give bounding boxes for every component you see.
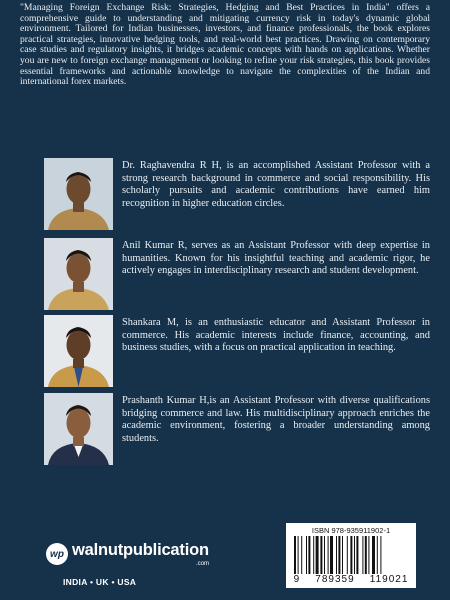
author-photo	[44, 315, 113, 387]
publisher-mark-icon: wp	[46, 543, 68, 565]
barcode-bars	[294, 536, 408, 574]
isbn-label: ISBN 978-935911902-1	[311, 526, 391, 535]
publisher-name: walnutpublication	[72, 541, 209, 559]
author-bio: Prashanth Kumar H,is an Assistant Professor with diverse qualifications bridging commerce and law. His multidisciplinary approach enriches the academic environment, fostering a broader understanding among students.	[122, 395, 430, 444]
author-1	[44, 158, 430, 230]
author-bio: Anil Kumar R, serves as an Assistant Professor with deep expertise in humanities. Known for his insightful teaching and academic rigor, he actively engages in interdisciplinary research and student development.	[122, 240, 430, 277]
author-photo	[44, 238, 113, 310]
publisher-domain: .com	[196, 561, 210, 567]
isbn-digit-group: 789359	[315, 574, 355, 585]
publisher-logo	[44, 536, 234, 586]
author-3	[44, 315, 430, 387]
isbn-digit-group: 119021	[369, 574, 409, 585]
publisher-regions: INDIA • UK • USA	[63, 577, 137, 587]
author-2	[44, 238, 430, 310]
book-blurb: "Managing Foreign Exchange Risk: Strategies, Hedging and Best Practices in India" offers a comprehensive guide to understanding and mitigating currency risk in today's dynamic global environment. Tailored for Indian businesses, investors, and finance professionals, the book explores practical strategies, innovative hedging tools, and real-world best practices. Drawing on contemporary case studies and regulatory insights, it bridges academic concepts with hands on applications. Whether you are new to foreign exchange management or looking to refine your risk strategies, this book provides essential frameworks and actionable knowledge to navigate the complexities of the Indian and international forex markets.	[20, 2, 430, 88]
author-4	[44, 393, 430, 465]
author-bio: Dr. Raghavendra R H, is an accomplished Assistant Professor with a strong research background in commerce and social responsibility. His scholarly pursuits and academic contributions have earned him recognition in higher education circles.	[122, 160, 430, 209]
author-photo	[44, 393, 113, 465]
isbn-barcode	[286, 523, 416, 588]
isbn-digit-group: 9	[293, 574, 301, 585]
isbn-digits	[286, 574, 416, 585]
author-photo	[44, 158, 113, 230]
author-bio: Shankara M, is an enthusiastic educator and Assistant Professor in commerce. His academic interests include finance, accounting, and business studies, with a focus on practical application in teaching.	[122, 317, 430, 354]
